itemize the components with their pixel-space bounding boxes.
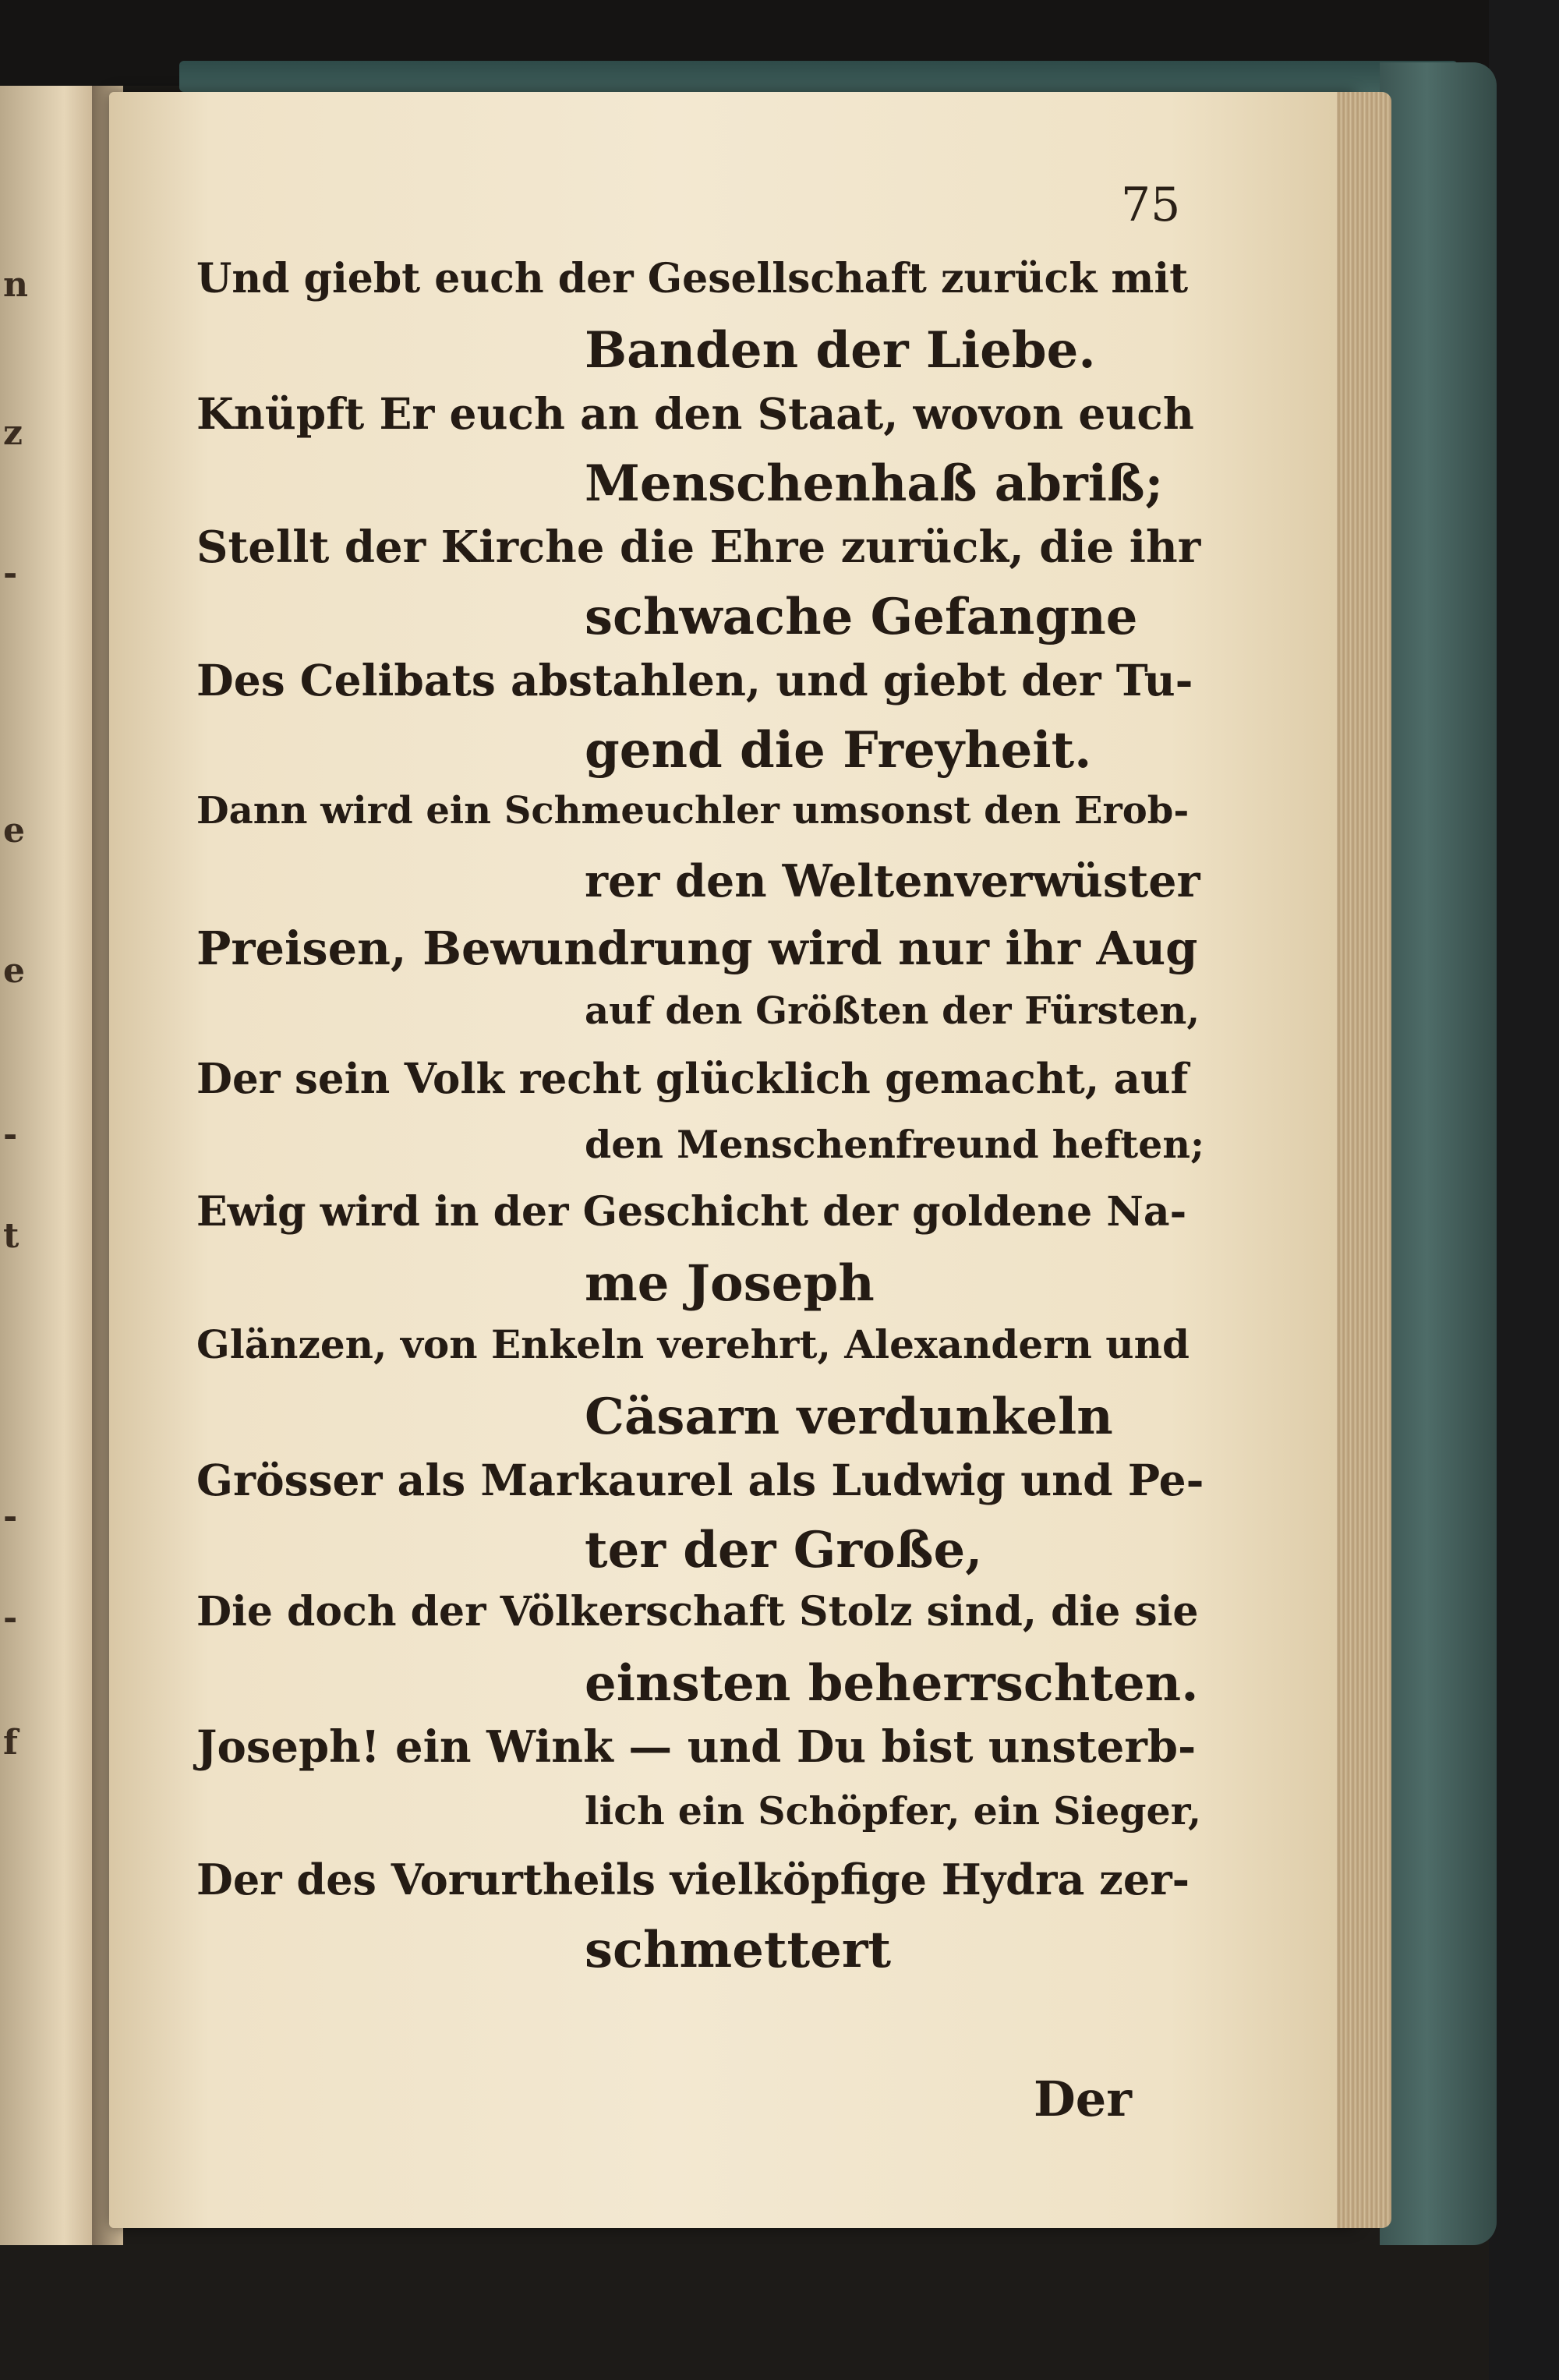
verse-line: Die doch der Völkerschaft Stolz sind, die sie	[196, 1588, 1199, 1636]
verse-line: Preisen, Bewundrung wird nur ihr Aug	[196, 921, 1198, 975]
verse-continuation: einsten beherrschten.	[585, 1653, 1199, 1713]
verse-line: Der des Vorurtheils vielköpfige Hydra zer-	[196, 1855, 1190, 1904]
verse-continuation: Menschenhaß abriß;	[585, 454, 1164, 513]
verse-continuation: me Joseph	[585, 1254, 875, 1313]
verse-continuation: Cäsarn verdunkeln	[585, 1387, 1113, 1446]
verse-continuation: schwache Gefangne	[585, 587, 1138, 646]
background-right	[1489, 0, 1559, 2380]
left-page-fragment: f	[3, 1723, 18, 1763]
left-page-fragment: e	[3, 951, 25, 991]
verse-continuation: ter der Große,	[585, 1520, 983, 1579]
verse-line: Grösser als Markaurel als Ludwig und Pe-	[196, 1455, 1204, 1505]
left-page-fragment: n	[3, 265, 28, 305]
verse-line: Dann wird ein Schmeuchler umsonst den Erob-	[196, 789, 1190, 833]
verse-line: Ewig wird in der Geschicht der goldene Na-	[196, 1188, 1187, 1236]
page-edges	[1337, 92, 1391, 2228]
left-page-edge	[0, 86, 92, 2245]
verse-continuation: auf den Größten der Fürsten,	[585, 988, 1200, 1033]
book-cover-top-edge	[179, 61, 1458, 92]
left-page-fragment: t	[3, 1216, 19, 1256]
verse-line: Joseph! ein Wink — und Du bist unsterb-	[196, 1721, 1197, 1773]
catchword: Der	[1034, 2071, 1132, 2127]
verse-continuation: gend die Freyheit.	[585, 720, 1092, 780]
verse-continuation: schmettert	[585, 1920, 892, 1979]
verse-line: Glänzen, von Enkeln verehrt, Alexandern und	[196, 1321, 1190, 1367]
left-page-fragment: z	[3, 413, 23, 453]
verse-line: Und giebt euch der Gesellschaft zurück mit	[196, 255, 1189, 302]
page-number: 75	[1121, 178, 1181, 232]
left-page-fragment: -	[3, 553, 18, 593]
left-page-fragment: -	[3, 1115, 18, 1155]
verse-line: Der sein Volk recht glücklich gemacht, auf	[196, 1055, 1189, 1103]
verse-continuation: Banden der Liebe.	[585, 320, 1096, 380]
verse-line: Des Celibats abstahlen, und giebt der Tu-	[196, 655, 1193, 706]
verse-continuation: rer den Weltenverwüster	[585, 854, 1200, 907]
verse-continuation: lich ein Schöpfer, ein Sieger,	[585, 1788, 1202, 1834]
left-page-fragment: -	[3, 1497, 18, 1537]
left-page-fragment: e	[3, 811, 25, 851]
book-cover-right	[1380, 62, 1497, 2245]
verse-line: Knüpft Er euch an den Staat, wovon euch	[196, 388, 1194, 439]
verse-line: Stellt der Kirche die Ehre zurück, die ihr	[196, 522, 1201, 573]
left-page-fragment: -	[3, 1598, 18, 1638]
verse-continuation: den Menschenfreund heften;	[585, 1121, 1205, 1167]
